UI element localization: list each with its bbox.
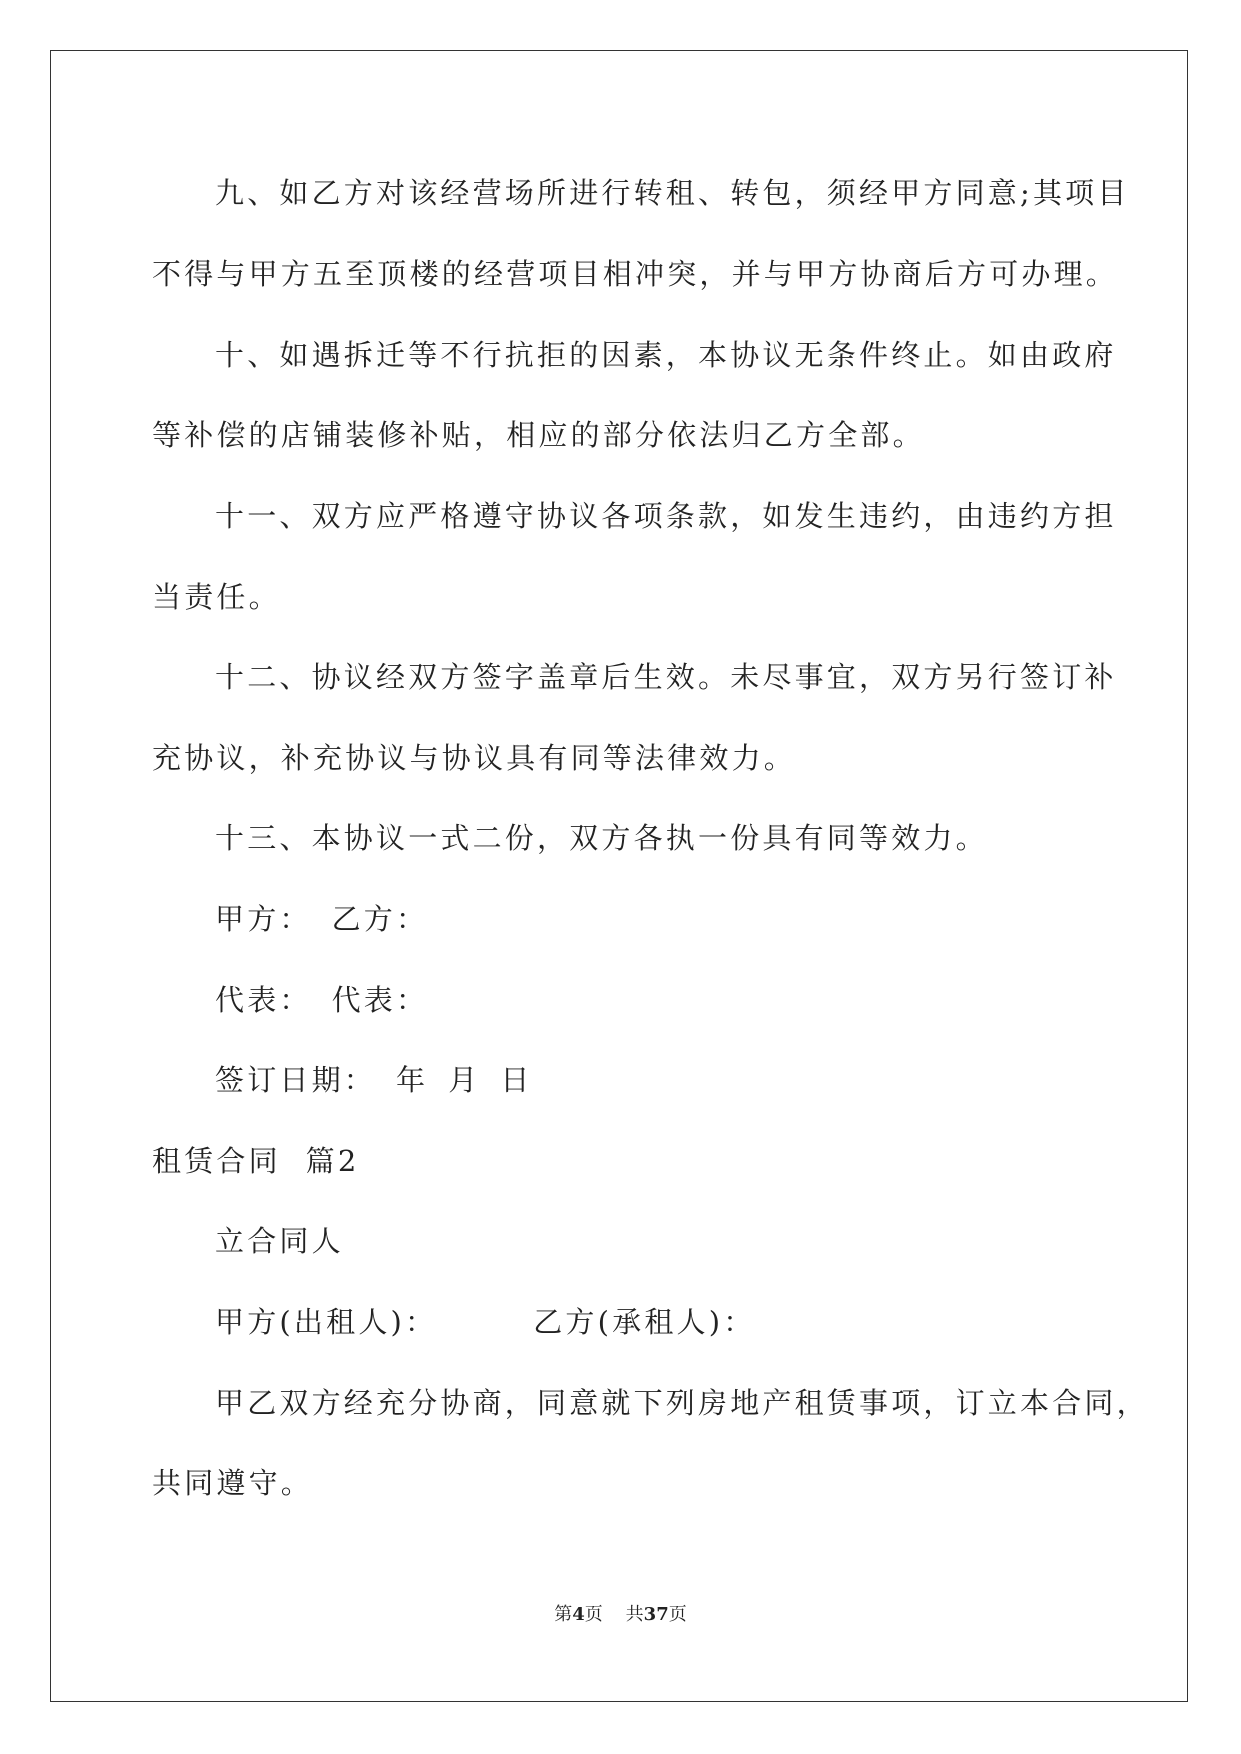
party-a-label: 甲方：: [215, 902, 312, 936]
lessor-lessee-line: [215, 1304, 755, 1340]
footer-page-prefix: 第: [554, 1604, 573, 1625]
section-2-heading: 租赁合同 篇2: [152, 1144, 360, 1178]
footer-total-prefix: 共: [625, 1604, 644, 1625]
contracting-parties-title: 立合同人: [215, 1224, 344, 1258]
clause-10-line-1: 十、如遇拆迁等不行抗拒的因素，本协议无条件终止。如由政府: [215, 338, 1117, 372]
footer-total-pages: 37: [643, 1604, 669, 1625]
representative-a-label: 代表：: [215, 983, 312, 1017]
footer-page-number: 4: [572, 1604, 585, 1625]
footer-total-suffix: 页: [668, 1604, 687, 1625]
party-b-label: 乙方：: [331, 902, 429, 936]
page-footer: [0, 1603, 1241, 1627]
lessee-label: 乙方(承租人)：: [533, 1305, 756, 1339]
contract-intro-line-1: 甲乙双方经充分协商，同意就下列房地产租赁事项，订立本合同，: [215, 1386, 1149, 1420]
date-day: 日: [500, 1063, 533, 1097]
clause-10-line-2: 等补偿的店铺装修补贴，相应的部分依法归乙方全部。: [152, 418, 925, 452]
signing-date-line: [215, 1062, 533, 1098]
signature-parties-line: [215, 901, 428, 937]
signing-date-label: 签订日期：: [215, 1063, 377, 1097]
contract-intro-line-2: 共同遵守。: [152, 1466, 314, 1500]
clause-9-line-2: 不得与甲方五至顶楼的经营项目相冲突，并与甲方协商后方可办理。: [152, 257, 1119, 291]
lessor-label: 甲方(出租人)：: [215, 1305, 438, 1339]
clause-11-line-1: 十一、双方应严格遵守协议各项条款，如发生违约，由违约方担: [215, 499, 1117, 533]
signature-representatives-line: [215, 982, 428, 1018]
clause-9-line-1: 九、如乙方对该经营场所进行转租、转包，须经甲方同意;其项目: [215, 176, 1130, 210]
clause-11-line-2: 当责任。: [152, 580, 281, 614]
date-month: 月: [448, 1063, 481, 1097]
clause-12-line-1: 十二、协议经双方签字盖章后生效。未尽事宜，双方另行签订补: [215, 660, 1117, 694]
clause-12-line-2: 充协议，补充协议与协议具有同等法律效力。: [152, 741, 797, 775]
clause-13: 十三、本协议一式二份，双方各执一份具有同等效力。: [215, 821, 988, 855]
date-year: 年: [396, 1063, 429, 1097]
representative-b-label: 代表：: [331, 983, 429, 1017]
page-border: [50, 50, 1188, 1702]
footer-page-suffix: 页: [584, 1604, 603, 1625]
